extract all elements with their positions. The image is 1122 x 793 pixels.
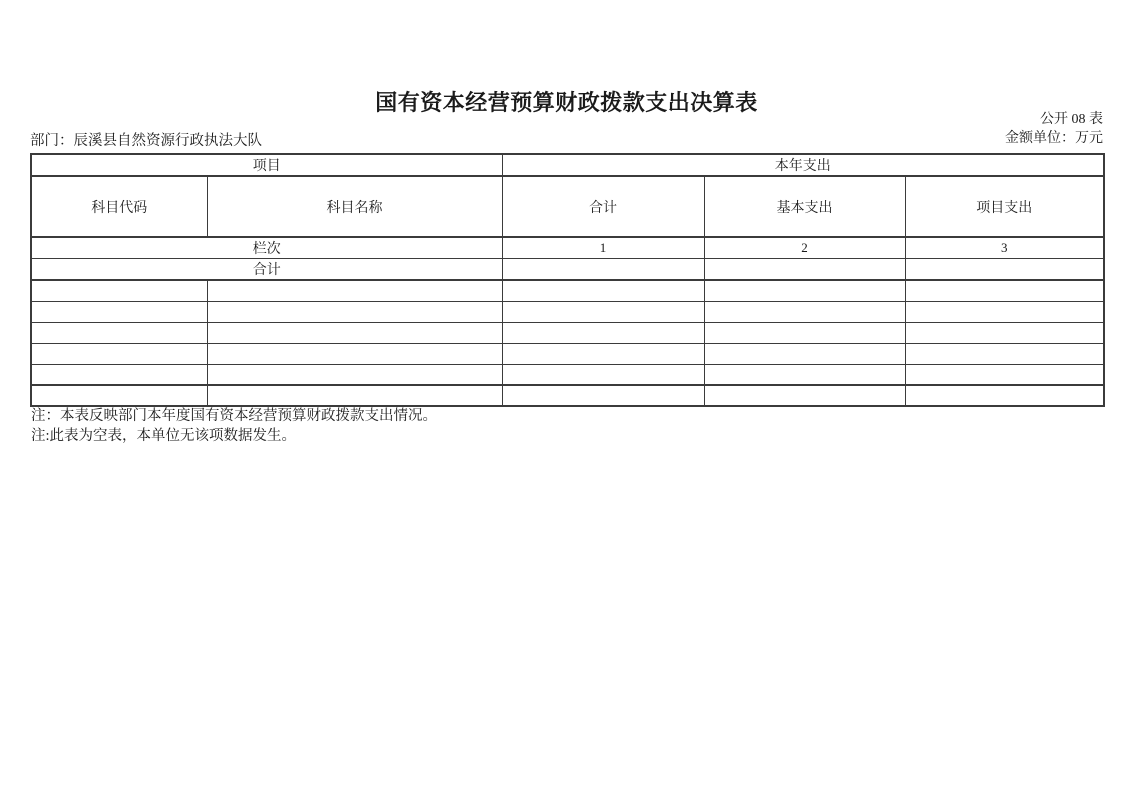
data-cell <box>502 343 704 364</box>
data-cell <box>905 322 1104 343</box>
data-cell <box>704 301 905 322</box>
empty-data-row <box>31 364 1104 385</box>
table-code-label: 公开 08 表 <box>1040 112 1103 127</box>
total-row-label: 合计 <box>31 259 502 281</box>
data-cell <box>502 385 704 406</box>
note-line-1: 注：本表反映部门本年度国有资本经营预算财政拨款支出情况。 <box>31 408 437 424</box>
column-header-project-expenditure: 项目支出 <box>905 176 1104 237</box>
column-index-2: 2 <box>704 237 905 259</box>
data-cell <box>905 364 1104 385</box>
data-cell <box>704 280 905 301</box>
data-cell <box>704 322 905 343</box>
data-cell <box>905 343 1104 364</box>
data-cell <box>704 343 905 364</box>
data-cell <box>502 280 704 301</box>
total-row <box>31 259 1104 281</box>
data-cell <box>207 322 502 343</box>
data-cell <box>905 385 1104 406</box>
column-header-total: 合计 <box>502 176 704 237</box>
department-label: 部门：辰溪县自然资源行政执法大队 <box>30 133 262 149</box>
empty-data-row <box>31 280 1104 301</box>
note-line-2: 注:此表为空表，本单位无该项数据发生。 <box>31 427 297 444</box>
empty-data-rows <box>31 280 1104 406</box>
data-cell <box>31 385 207 406</box>
data-cell <box>207 301 502 322</box>
group-header-project: 项目 <box>31 154 502 176</box>
data-cell <box>31 280 207 301</box>
data-cell <box>704 364 905 385</box>
data-cell <box>502 301 704 322</box>
total-value-basic <box>704 259 905 281</box>
data-cell <box>905 280 1104 301</box>
data-cell <box>905 301 1104 322</box>
column-header-row <box>31 176 1104 237</box>
data-cell <box>31 343 207 364</box>
notes-block <box>31 407 437 446</box>
empty-data-row <box>31 301 1104 322</box>
empty-data-row <box>31 343 1104 364</box>
data-cell <box>704 385 905 406</box>
column-header-subject-name: 科目名称 <box>207 176 502 237</box>
data-cell <box>207 385 502 406</box>
data-cell <box>207 280 502 301</box>
data-cell <box>31 364 207 385</box>
expenditure-table <box>30 153 1105 407</box>
amount-unit-label: 金额单位：万元 <box>1005 131 1103 146</box>
data-cell <box>502 364 704 385</box>
meta-right-block <box>1005 110 1103 148</box>
column-header-basic-expenditure: 基本支出 <box>704 176 905 237</box>
empty-data-row <box>31 322 1104 343</box>
empty-data-row <box>31 385 1104 406</box>
column-index-row <box>31 237 1104 259</box>
column-index-label: 栏次 <box>31 237 502 259</box>
data-cell <box>207 343 502 364</box>
data-cell <box>31 301 207 322</box>
data-cell <box>31 322 207 343</box>
group-header-current-year-expenditure: 本年支出 <box>502 154 1104 176</box>
column-index-3: 3 <box>905 237 1104 259</box>
page-title: 国有资本经营预算财政拨款支出决算表 <box>375 90 758 115</box>
column-header-subject-code: 科目代码 <box>31 176 207 237</box>
column-index-1: 1 <box>502 237 704 259</box>
total-value-total <box>502 259 704 281</box>
data-cell <box>502 322 704 343</box>
group-header-row <box>31 154 1104 176</box>
data-cell <box>207 364 502 385</box>
total-value-project <box>905 259 1104 281</box>
